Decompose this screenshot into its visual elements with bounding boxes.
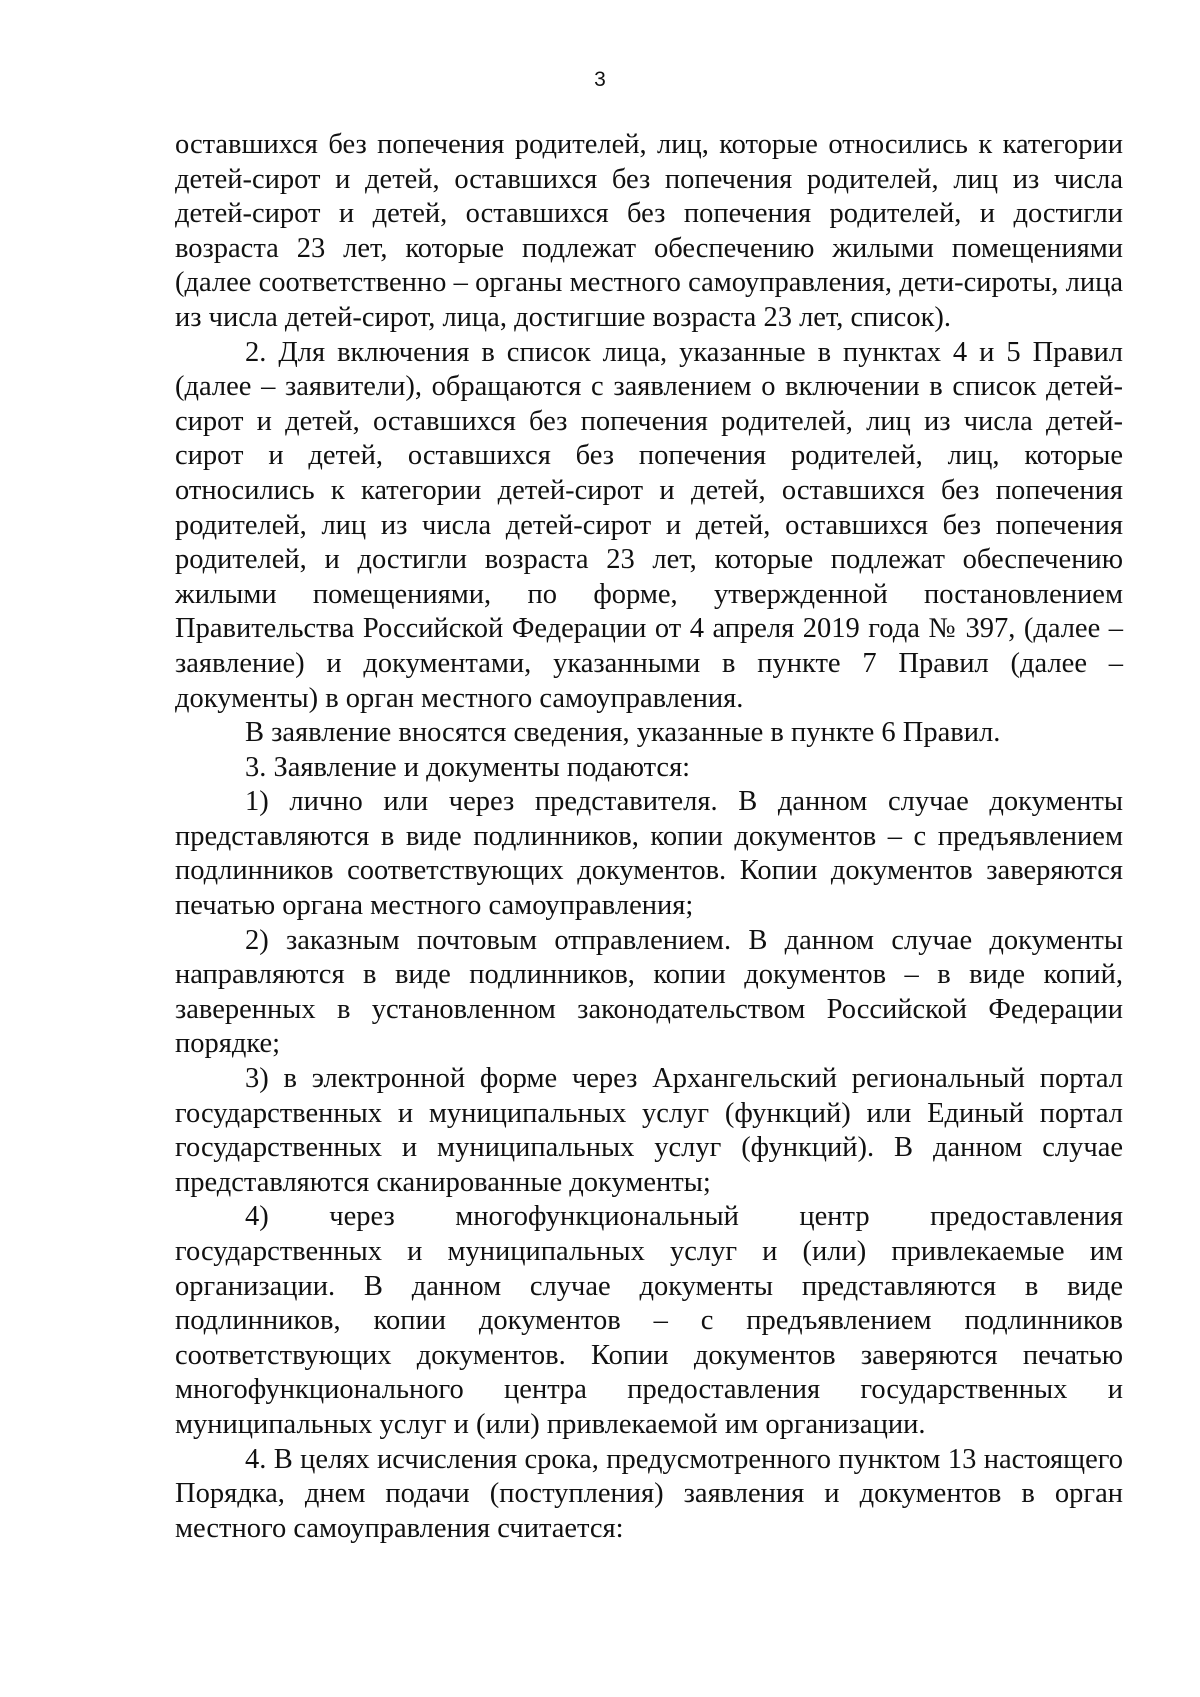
paragraph-subitem-2: 2) заказным почтовым отправлением. В данном случае документы направляются в виде подлинников, копии документов – в виде копий, заверенных в установленном законодательством Российской Федерации порядке; [175,924,1123,1060]
paragraph-subitem-1: 1) лично или через представителя. В данном случае документы представляются в виде подлинников, копии документов – с предъявлением подлинников соответствующих документов. Копии документов заверяются печатью органа местного самоуправления; [175,786,1123,922]
paragraph-application-info: В заявление вносятся сведения, указанные в пункте 6 Правил. [245,717,1001,749]
page-number: 3 [594,68,606,91]
paragraph-subitem-3: 3) в электронной форме через Архангельский региональный портал государственных и муниципальных услуг (функций) или Единый портал государственных и муниципальных услуг (функций). В данном случае представляются сканированные документы; [175,1063,1123,1198]
document-body [175,128,1123,1546]
paragraph-item-4: 4. В целях исчисления срока, предусмотренного пунктом 13 настоящего Порядка, днем подачи (поступления) заявления и документов в орган местного самоуправления считается: [175,1443,1123,1544]
paragraph-continuation: оставшихся без попечения родителей, лиц, которые относились к категории детей-сирот и детей, оставшихся без попечения родителей, лиц из числа детей-сирот и детей, оставшихся без попечения родителей, и достигли возраста 23 лет, которые подлежат обеспечению жилыми помещениями (далее соответственно – органы местного самоуправления, дети-сироты, лица из числа детей-сирот, лица, достигшие возраста 23 лет, список). [175,129,1123,333]
paragraph-item-3: 3. Заявление и документы подаются: [245,751,691,783]
paragraph-subitem-4: 4) через многофункциональный центр предоставления государственных и муниципальных услуг и (или) привлекаемые им организации. В данном случае документы представляются в виде подлинников, копии документов – с предъявлением подлинников соответствующих документов. Копии документов заверяются печатью многофункционального центра предоставления государственных и муниципальных услуг и (или) привлекаемой им организации. [175,1201,1123,1440]
paragraph-item-2: 2. Для включения в список лица, указанные в пунктах 4 и 5 Правил (далее – заявители), обращаются с заявлением о включении в список детей-сирот и детей, оставшихся без попечения родителей, лиц из числа детей-сирот и детей, оставшихся без попечения родителей, лиц, которые относились к категории детей-сирот и детей, оставшихся без попечения родителей, лиц из числа детей-сирот и детей, оставшихся без попечения родителей, и достигли возраста 23 лет, которые подлежат обеспечению жилыми помещениями, по форме, утвержденной постановлением Правительства Российской Федерации от 4 апреля 2019 года № 397, (далее – заявление) и документами, указанными в пункте 7 Правил (далее – документы) в орган местного самоуправления. [175,336,1123,714]
